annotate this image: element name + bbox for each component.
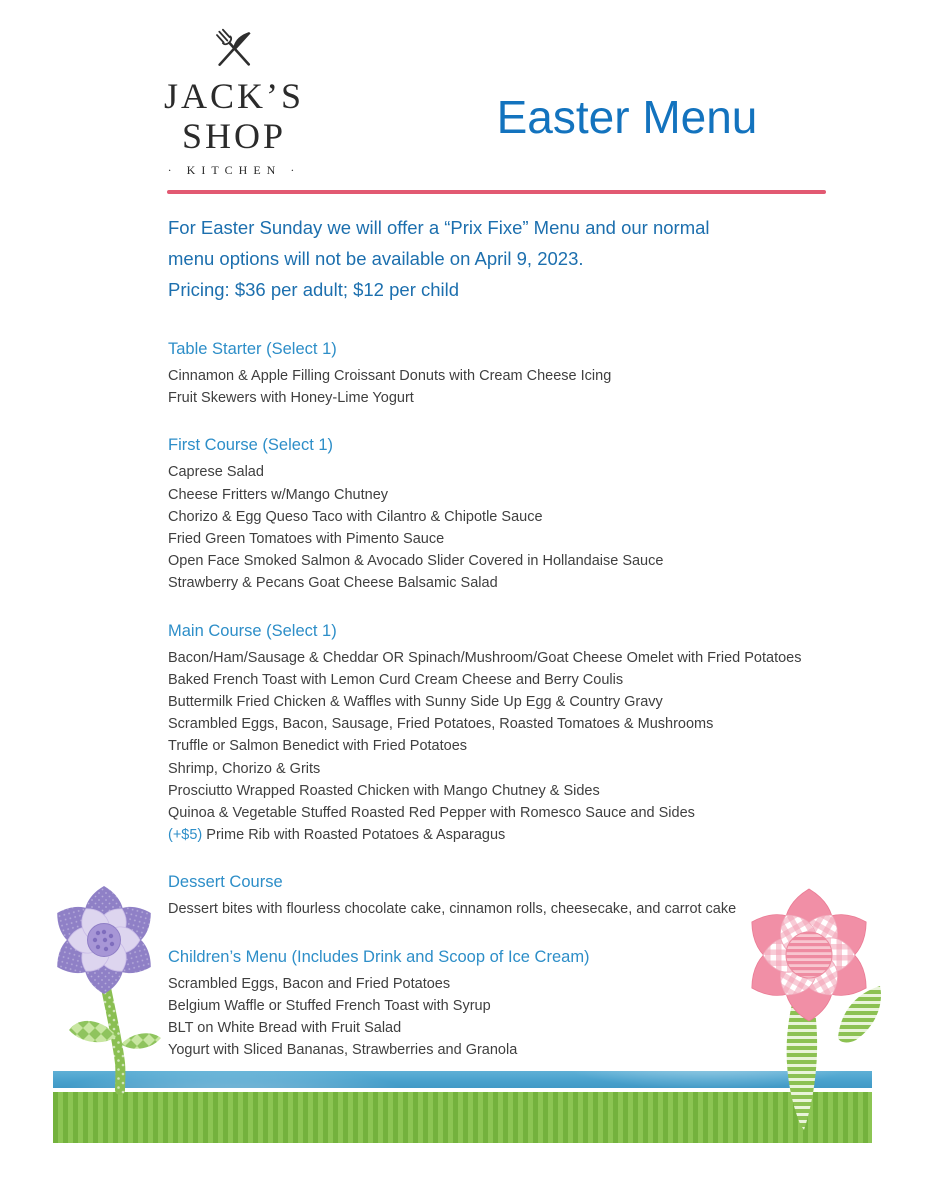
menu-section xyxy=(168,619,868,847)
intro-line: menu options will not be available on April 9, 2023. xyxy=(168,248,584,269)
menu-item: Strawberry & Pecans Goat Cheese Balsamic Salad xyxy=(168,575,498,592)
section-heading: Main Course (Select 1) xyxy=(168,621,337,640)
intro-paragraph xyxy=(168,212,858,305)
menu-item: Scrambled Eggs, Bacon and Fried Potatoes xyxy=(168,975,451,992)
menu-section xyxy=(168,337,868,409)
menu-item: Open Face Smoked Salmon & Avocado Slider Covered in Hollandaise Sauce xyxy=(168,553,664,570)
menu-item: Fruit Skewers with Honey-Lime Yogurt xyxy=(168,390,414,407)
menu-sections xyxy=(168,337,868,1061)
section-heading: First Course (Select 1) xyxy=(168,436,334,455)
restaurant-logo xyxy=(148,26,320,178)
intro-line: For Easter Sunday we will offer a “Prix Fixe” Menu and our normal xyxy=(168,217,710,238)
menu-section xyxy=(168,870,868,920)
menu-item: Prosciutto Wrapped Roasted Chicken with Mango Chutney & Sides xyxy=(168,782,600,799)
menu-item: Shrimp, Chorizo & Grits xyxy=(168,760,321,777)
menu-section xyxy=(168,433,868,594)
menu-item: Scrambled Eggs, Bacon, Sausage, Fried Potatoes, Roasted Tomatoes & Mushrooms xyxy=(168,716,714,733)
menu-item: Chorizo & Egg Queso Taco with Cilantro & Chipotle Sauce xyxy=(168,508,543,525)
section-heading: Children’s Menu (Includes Drink and Scoop of Ice Cream) xyxy=(168,947,590,966)
menu-item: Cinnamon & Apple Filling Croissant Donuts with Cream Cheese Icing xyxy=(168,368,612,384)
section-heading: Dessert Course xyxy=(168,873,283,892)
menu-item: Caprese Salad xyxy=(168,464,264,481)
menu-item: Truffle or Salmon Benedict with Fried Potatoes xyxy=(168,738,468,755)
menu-section xyxy=(168,945,868,1062)
intro-line: Pricing: $36 per adult; $12 per child xyxy=(168,279,460,300)
menu-item: BLT on White Bread with Fruit Salad xyxy=(168,1020,402,1037)
logo-tagline: · KITCHEN · xyxy=(167,163,301,177)
purple-flower-illustration xyxy=(35,878,175,1110)
menu-item: Baked French Toast with Lemon Curd Cream Cheese and Berry Coulis xyxy=(168,671,624,688)
page-title: Easter Menu xyxy=(496,91,758,143)
logo-name-line1: JACK’S xyxy=(163,76,305,116)
price-note: (+$5) xyxy=(168,827,207,844)
crossed-fork-knife-icon xyxy=(206,26,262,74)
logo-name-line2: SHOP xyxy=(181,116,287,156)
menu-item: (+$5) Prime Rib with Roasted Potatoes & Asparagus xyxy=(168,827,506,844)
menu-item: Bacon/Ham/Sausage & Cheddar OR Spinach/Mushroom/Goat Cheese Omelet with Fried Potatoes xyxy=(168,649,802,666)
menu-item: Fried Green Tomatoes with Pimento Sauce xyxy=(168,531,445,548)
menu-item: Yogurt with Sliced Bananas, Strawberries and Granola xyxy=(168,1042,518,1059)
section-heading: Table Starter (Select 1) xyxy=(168,340,337,358)
menu-item: Buttermilk Fried Chicken & Waffles with Sunny Side Up Egg & Country Gravy xyxy=(168,694,663,711)
header-divider xyxy=(167,190,826,194)
menu-item: Belgium Waffle or Stuffed French Toast with Syrup xyxy=(168,997,491,1014)
menu-item: Quinoa & Vegetable Stuffed Roasted Red Pepper with Romesco Sauce and Sides xyxy=(168,805,695,822)
menu-item: Cheese Fritters w/Mango Chutney xyxy=(168,486,389,503)
menu-item: Dessert bites with flourless chocolate cake, cinnamon rolls, cheesecake, and carrot cake xyxy=(168,901,737,918)
